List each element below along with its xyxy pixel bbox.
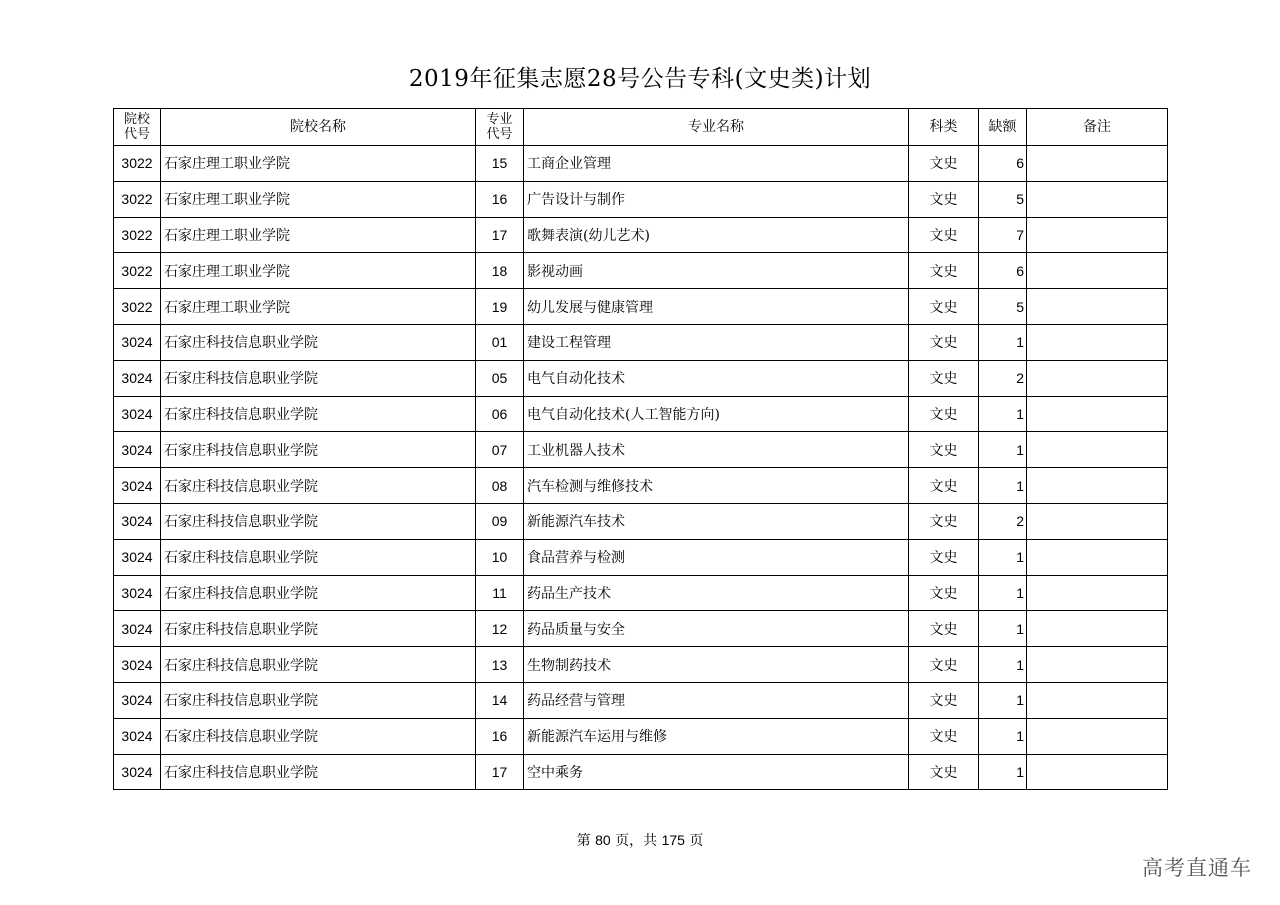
cell-quota: 1 — [979, 396, 1027, 432]
cell-quota: 5 — [979, 181, 1027, 217]
table-body — [114, 146, 1168, 790]
cell-major-name: 生物制药技术 — [524, 647, 909, 683]
page-title: 2019年征集志愿28号公告专科(文史类)计划 — [408, 66, 872, 92]
footer-prefix: 第 — [576, 833, 591, 849]
cell-school-name: 石家庄科技信息职业学院 — [161, 682, 476, 718]
table-row — [114, 503, 1168, 539]
cell-category: 文史 — [909, 396, 979, 432]
cell-school-code: 3024 — [114, 718, 161, 754]
cell-major-code: 13 — [476, 647, 524, 683]
cell-school-code: 3024 — [114, 396, 161, 432]
cell-school-code: 3022 — [114, 217, 161, 253]
cell-quota: 1 — [979, 647, 1027, 683]
cell-school-name: 石家庄科技信息职业学院 — [161, 754, 476, 790]
cell-category: 文史 — [909, 432, 979, 468]
cell-quota: 1 — [979, 575, 1027, 611]
cell-school-name: 石家庄科技信息职业学院 — [161, 611, 476, 647]
cell-category: 文史 — [909, 289, 979, 325]
table-row — [114, 181, 1168, 217]
cell-school-code: 3024 — [114, 360, 161, 396]
cell-category: 文史 — [909, 575, 979, 611]
cell-quota: 1 — [979, 432, 1027, 468]
cell-major-name: 电气自动化技术 — [524, 360, 909, 396]
cell-quota: 1 — [979, 468, 1027, 504]
cell-school-name: 石家庄理工职业学院 — [161, 146, 476, 182]
cell-school-name: 石家庄科技信息职业学院 — [161, 718, 476, 754]
watermark: 高考直通车 — [1142, 856, 1252, 880]
cell-school-code: 3024 — [114, 682, 161, 718]
cell-major-name: 新能源汽车技术 — [524, 503, 909, 539]
cell-major-name: 幼儿发展与健康管理 — [524, 289, 909, 325]
cell-major-name: 汽车检测与维修技术 — [524, 468, 909, 504]
table-row — [114, 360, 1168, 396]
header-school-code: 院校 代号 — [114, 109, 161, 146]
cell-major-code: 17 — [476, 217, 524, 253]
header-school-name: 院校名称 — [161, 109, 476, 146]
table-row — [114, 682, 1168, 718]
cell-remarks — [1027, 324, 1168, 360]
cell-quota: 6 — [979, 253, 1027, 289]
table-row — [114, 396, 1168, 432]
table-row — [114, 324, 1168, 360]
table-row — [114, 647, 1168, 683]
table-row — [114, 146, 1168, 182]
cell-remarks — [1027, 611, 1168, 647]
table-row — [114, 539, 1168, 575]
cell-major-name: 药品质量与安全 — [524, 611, 909, 647]
header-remarks: 备注 — [1027, 109, 1168, 146]
cell-school-name: 石家庄科技信息职业学院 — [161, 503, 476, 539]
cell-remarks — [1027, 181, 1168, 217]
cell-major-code: 16 — [476, 718, 524, 754]
total-pages-number: 175 — [661, 832, 685, 848]
cell-remarks — [1027, 360, 1168, 396]
cell-category: 文史 — [909, 146, 979, 182]
cell-remarks — [1027, 289, 1168, 325]
table-row — [114, 217, 1168, 253]
cell-remarks — [1027, 146, 1168, 182]
table-row — [114, 432, 1168, 468]
cell-category: 文史 — [909, 754, 979, 790]
cell-major-code: 15 — [476, 146, 524, 182]
cell-remarks — [1027, 718, 1168, 754]
cell-quota: 5 — [979, 289, 1027, 325]
header-major-name: 专业名称 — [524, 109, 909, 146]
cell-quota: 1 — [979, 539, 1027, 575]
cell-major-code: 19 — [476, 289, 524, 325]
cell-quota: 1 — [979, 682, 1027, 718]
cell-major-code: 07 — [476, 432, 524, 468]
cell-quota: 1 — [979, 611, 1027, 647]
cell-remarks — [1027, 253, 1168, 289]
table-row — [114, 754, 1168, 790]
cell-major-code: 01 — [476, 324, 524, 360]
cell-school-name: 石家庄科技信息职业学院 — [161, 432, 476, 468]
cell-major-code: 08 — [476, 468, 524, 504]
cell-major-name: 建设工程管理 — [524, 324, 909, 360]
cell-major-code: 16 — [476, 181, 524, 217]
table-row — [114, 718, 1168, 754]
cell-category: 文史 — [909, 682, 979, 718]
cell-school-code: 3024 — [114, 647, 161, 683]
cell-category: 文史 — [909, 647, 979, 683]
cell-quota: 2 — [979, 503, 1027, 539]
cell-school-code: 3024 — [114, 468, 161, 504]
cell-major-name: 药品生产技术 — [524, 575, 909, 611]
cell-school-name: 石家庄科技信息职业学院 — [161, 396, 476, 432]
cell-category: 文史 — [909, 611, 979, 647]
cell-major-name: 电气自动化技术(人工智能方向) — [524, 396, 909, 432]
cell-school-code: 3022 — [114, 181, 161, 217]
cell-school-code: 3024 — [114, 503, 161, 539]
cell-major-name: 新能源汽车运用与维修 — [524, 718, 909, 754]
footer-middle: 页，共 — [615, 833, 658, 849]
cell-quota: 7 — [979, 217, 1027, 253]
cell-remarks — [1027, 682, 1168, 718]
cell-category: 文史 — [909, 253, 979, 289]
cell-school-code: 3022 — [114, 253, 161, 289]
table-row — [114, 468, 1168, 504]
cell-category: 文史 — [909, 324, 979, 360]
cell-category: 文史 — [909, 503, 979, 539]
cell-school-name: 石家庄科技信息职业学院 — [161, 360, 476, 396]
cell-major-code: 09 — [476, 503, 524, 539]
cell-category: 文史 — [909, 217, 979, 253]
cell-school-code: 3024 — [114, 754, 161, 790]
page-footer — [0, 830, 1280, 850]
cell-school-name: 石家庄科技信息职业学院 — [161, 539, 476, 575]
plan-table — [113, 108, 1168, 790]
cell-quota: 6 — [979, 146, 1027, 182]
table-row — [114, 253, 1168, 289]
cell-category: 文史 — [909, 539, 979, 575]
cell-school-name: 石家庄理工职业学院 — [161, 289, 476, 325]
cell-major-name: 歌舞表演(幼儿艺术) — [524, 217, 909, 253]
cell-school-name: 石家庄科技信息职业学院 — [161, 575, 476, 611]
cell-category: 文史 — [909, 360, 979, 396]
cell-major-name: 广告设计与制作 — [524, 181, 909, 217]
cell-school-name: 石家庄科技信息职业学院 — [161, 468, 476, 504]
cell-remarks — [1027, 539, 1168, 575]
header-major-code: 专业 代号 — [476, 109, 524, 146]
cell-remarks — [1027, 217, 1168, 253]
cell-school-name: 石家庄科技信息职业学院 — [161, 647, 476, 683]
cell-major-code: 17 — [476, 754, 524, 790]
footer-suffix: 页 — [689, 833, 704, 849]
cell-school-code: 3024 — [114, 324, 161, 360]
cell-major-name: 工业机器人技术 — [524, 432, 909, 468]
cell-category: 文史 — [909, 468, 979, 504]
cell-quota: 1 — [979, 324, 1027, 360]
cell-major-name: 工商企业管理 — [524, 146, 909, 182]
cell-major-code: 05 — [476, 360, 524, 396]
cell-school-code: 3024 — [114, 432, 161, 468]
cell-remarks — [1027, 503, 1168, 539]
cell-remarks — [1027, 468, 1168, 504]
cell-school-code: 3024 — [114, 611, 161, 647]
cell-major-code: 11 — [476, 575, 524, 611]
table-row — [114, 575, 1168, 611]
cell-quota: 2 — [979, 360, 1027, 396]
current-page-number: 80 — [595, 832, 611, 848]
cell-school-name: 石家庄理工职业学院 — [161, 217, 476, 253]
table-header-row — [114, 109, 1168, 146]
cell-major-code: 10 — [476, 539, 524, 575]
cell-major-name: 食品营养与检测 — [524, 539, 909, 575]
cell-major-code: 18 — [476, 253, 524, 289]
cell-school-code: 3022 — [114, 146, 161, 182]
cell-major-name: 药品经营与管理 — [524, 682, 909, 718]
cell-remarks — [1027, 647, 1168, 683]
cell-remarks — [1027, 754, 1168, 790]
cell-school-name: 石家庄理工职业学院 — [161, 181, 476, 217]
cell-school-name: 石家庄理工职业学院 — [161, 253, 476, 289]
cell-quota: 1 — [979, 754, 1027, 790]
cell-major-code: 14 — [476, 682, 524, 718]
cell-quota: 1 — [979, 718, 1027, 754]
cell-remarks — [1027, 575, 1168, 611]
cell-major-code: 06 — [476, 396, 524, 432]
table-row — [114, 611, 1168, 647]
cell-major-code: 12 — [476, 611, 524, 647]
header-category: 科类 — [909, 109, 979, 146]
cell-school-code: 3022 — [114, 289, 161, 325]
cell-major-name: 空中乘务 — [524, 754, 909, 790]
cell-major-name: 影视动画 — [524, 253, 909, 289]
table-row — [114, 289, 1168, 325]
cell-school-code: 3024 — [114, 539, 161, 575]
cell-category: 文史 — [909, 181, 979, 217]
cell-category: 文史 — [909, 718, 979, 754]
cell-remarks — [1027, 432, 1168, 468]
cell-remarks — [1027, 396, 1168, 432]
cell-school-code: 3024 — [114, 575, 161, 611]
cell-school-name: 石家庄科技信息职业学院 — [161, 324, 476, 360]
header-quota: 缺额 — [979, 109, 1027, 146]
